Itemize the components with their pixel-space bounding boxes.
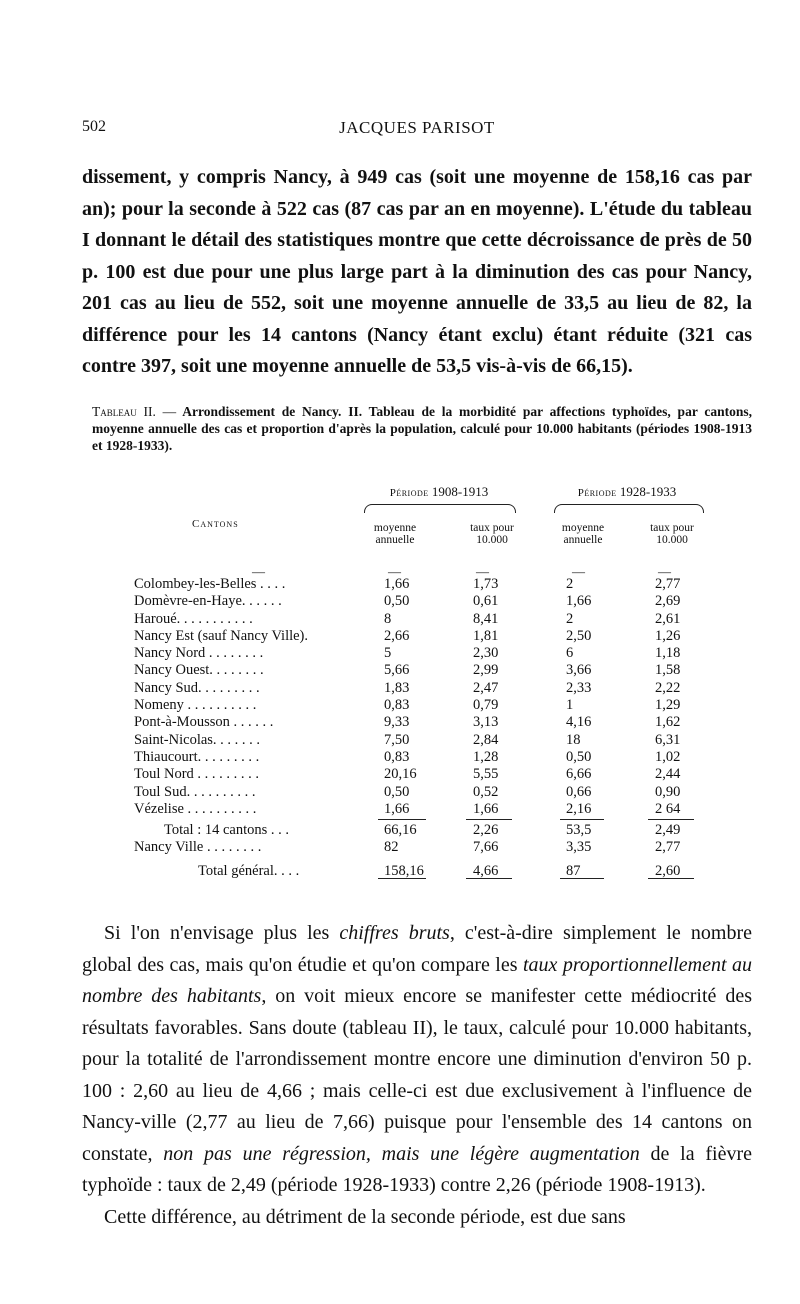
cell: 158,16	[384, 862, 424, 879]
canton-name: Nancy Sud. . . . . . . . .	[134, 679, 260, 696]
period-2-years: 1928-1933	[619, 484, 677, 499]
canton-name: Toul Nord . . . . . . . . .	[134, 766, 260, 783]
table-caption	[92, 403, 752, 454]
cell: 2,22	[655, 679, 681, 696]
table-row	[92, 801, 712, 818]
period-1-header	[354, 484, 524, 500]
cell: 3,66	[566, 662, 592, 679]
cell: 1,29	[655, 697, 681, 714]
cell: 3,35	[566, 839, 592, 856]
cell: 6,66	[566, 766, 592, 783]
canton-name: Haroué. . . . . . . . . . .	[134, 610, 253, 627]
nancy-ville-label: Nancy Ville . . . . . . . .	[134, 839, 262, 856]
canton-name: Colombey-les-Belles . . . .	[134, 576, 286, 592]
dash-cantons: —	[252, 564, 265, 579]
cell: 3,13	[473, 714, 499, 731]
emphasis: taux proportionnellement au nombre des habitants	[82, 953, 752, 1007]
sum-rule	[466, 878, 512, 879]
cell: 2,61	[655, 610, 681, 627]
cell: 0,61	[473, 593, 499, 610]
sum-rule	[378, 819, 426, 820]
table-row	[92, 611, 712, 628]
cell: 2,47	[473, 679, 499, 696]
cell: 20,16	[384, 766, 417, 783]
sum-rule	[466, 819, 512, 820]
analysis-paragraph	[82, 918, 752, 1233]
cell: 18	[566, 731, 581, 748]
sum-rule	[560, 878, 604, 879]
cell: 5,55	[473, 766, 499, 783]
cell: 0,52	[473, 783, 499, 800]
table-row	[92, 784, 712, 801]
cell: 0,79	[473, 697, 499, 714]
cell: 0,66	[566, 783, 592, 800]
emphasis: non pas une régression, mais une légère augmentation	[163, 1142, 640, 1165]
cell: 1,62	[655, 714, 681, 731]
table-row	[92, 714, 712, 731]
cell: 4,66	[473, 862, 499, 879]
table-row	[92, 766, 712, 783]
period-2-brace	[554, 504, 704, 513]
cell: 0,90	[655, 783, 681, 800]
canton-name: Nancy Est (sauf Nancy Ville).	[134, 627, 309, 644]
canton-name: Vézelise . . . . . . . . . .	[134, 800, 257, 817]
cell: 53,5	[566, 822, 592, 839]
cell: 7,66	[473, 839, 499, 856]
emphasis: chiffres bruts	[339, 922, 450, 944]
cell: 2,69	[655, 593, 681, 610]
cell: 2,60	[655, 862, 681, 879]
cell: 1,83	[384, 679, 410, 696]
col-taux-2: taux pour 10.000	[650, 522, 694, 546]
page-number: 502	[82, 118, 106, 135]
cell: 8	[384, 610, 392, 627]
cell: 2,50	[566, 627, 592, 644]
dash-col-2: —	[476, 564, 489, 579]
text-run: Cette différence, au détriment de la seconde période, est due sans	[104, 1205, 626, 1228]
canton-name: Pont-à-Mousson . . . . . .	[134, 714, 274, 731]
intro-paragraph: dissement, y compris Nancy, à 949 cas (soit une moyenne de 158,16 cas par an); pour la seconde à 522 cas (87 cas par an en moyenne). L'étude du tableau I donnant le détail des statistiques montre que cette décroissance de près de 50 p. 100 est due pour une plus large part à la diminution des cas pour Nancy, 201 cas au lieu de 552, soit une moyenne annuelle de 33,5 au lieu de 82, la différence pour les 14 cantons (Nancy étant exclu) étant réduite (321 cas contre 397, soit une moyenne annuelle de 53,5 vis-à-vis de 66,15).	[82, 166, 752, 377]
table-row	[92, 662, 712, 679]
canton-name: Nancy Ouest. . . . . . . .	[134, 662, 264, 679]
cell: 1,26	[655, 627, 681, 644]
cell: 1,02	[655, 748, 681, 765]
cell: 8,41	[473, 610, 499, 627]
dash-col-1: —	[388, 564, 401, 579]
cell: 0,50	[384, 783, 410, 800]
table-row	[92, 732, 712, 749]
period-1-brace	[364, 504, 516, 513]
page-header	[82, 118, 752, 148]
canton-name: Toul Sud. . . . . . . . . .	[134, 783, 256, 800]
cell: 2,49	[655, 822, 681, 839]
cell: 2	[566, 576, 574, 592]
running-head: JACQUES PARISOT	[339, 118, 495, 137]
cell: 5,66	[384, 662, 410, 679]
cell: 2,44	[655, 766, 681, 783]
cell: 66,16	[384, 822, 417, 839]
cell: 2,16	[566, 800, 592, 817]
cell: 1	[566, 697, 574, 714]
caption-lead: Tableau II. —	[92, 404, 177, 419]
cell: 1,18	[655, 645, 681, 662]
table-row	[92, 593, 712, 610]
col-taux-1: taux pour 10.000	[470, 522, 514, 546]
period-2-label: Période	[577, 487, 617, 499]
cell: 2,33	[566, 679, 592, 696]
cell: 1,66	[384, 576, 410, 592]
cell: 82	[384, 839, 399, 856]
text-run: de la fièvre typhoïde : taux de 2,49 (période 1928-1933) contre 2,26 (période 1908-1913).	[82, 1142, 752, 1196]
cell: 7,50	[384, 731, 410, 748]
cell: 6	[566, 645, 574, 662]
cell: 87	[566, 862, 581, 879]
cell: 0,50	[384, 593, 410, 610]
grand-total-label: Total général. . . .	[198, 862, 300, 879]
cell: 9,33	[384, 714, 410, 731]
cell: 2,99	[473, 662, 499, 679]
caption-text: Arrondissement de Nancy. II. Tableau de la morbidité par affections typhoïdes, par cantons, moyenne annuelle des cas et proportion d'après la population, calculé pour 10.000 habitants (périodes 1908-1913 et 1928-1933).	[92, 404, 752, 453]
cell: 1,73	[473, 576, 499, 592]
cell: 5	[384, 645, 392, 662]
col-moyenne-2: moyenne annuelle	[561, 522, 605, 546]
sum-rule	[378, 878, 426, 879]
table-row	[92, 680, 712, 697]
cell: 2,77	[655, 839, 681, 856]
table-row	[92, 697, 712, 714]
col-moyenne-1: moyenne annuelle	[373, 522, 417, 546]
text-run: Si l'on n'envisage plus les	[104, 922, 340, 944]
cell: 2,66	[384, 627, 410, 644]
cell: 2	[566, 610, 574, 627]
table-row	[92, 645, 712, 662]
cell: 1,81	[473, 627, 499, 644]
dash-col-4: —	[658, 564, 671, 579]
period-2-header	[547, 484, 707, 500]
sum-rule	[648, 819, 694, 820]
table-row	[92, 628, 712, 645]
cell: 4,16	[566, 714, 592, 731]
cell: 1,28	[473, 748, 499, 765]
cantons-header: Cantons	[192, 518, 239, 530]
cell: 1,66	[384, 800, 410, 817]
table-row	[92, 749, 712, 766]
canton-name: Saint-Nicolas. . . . . . .	[134, 731, 261, 748]
next-paragraph	[82, 1202, 752, 1234]
cell: 0,83	[384, 748, 410, 765]
cell: 1,66	[566, 593, 592, 610]
nancy-ville-row	[92, 839, 712, 856]
cell: 1,58	[655, 662, 681, 679]
cell: 2 64	[655, 800, 681, 817]
canton-name: Nomeny . . . . . . . . . .	[134, 697, 257, 714]
total-14-label: Total : 14 cantons . . .	[164, 822, 290, 839]
cell: 2,30	[473, 645, 499, 662]
cell: 0,83	[384, 697, 410, 714]
sum-rule	[560, 819, 604, 820]
canton-name: Nancy Nord . . . . . . . .	[134, 645, 264, 662]
canton-name: Domèvre-en-Haye. . . . . .	[134, 593, 282, 610]
dash-col-3: —	[572, 564, 585, 579]
text-run: , on voit mieux encore se manifester cette médiocrité des résultats favorables. Sans doute (tableau II), le taux, calculé pour 10.000 habitants, pour la totalité de l'arrondissement montre encore une diminution d'environ 50 p. 100 : 2,60 au lieu de 4,66 ; mais celle-ci est due exclusivement à l'influence de Nancy-ville (2,77 au lieu de 7,66) puisque pour l'ensemble des 14 cantons on constate,	[82, 985, 752, 1165]
cell: 1,66	[473, 800, 499, 817]
table-row	[92, 576, 712, 593]
total-14-row	[92, 822, 712, 839]
canton-name: Thiaucourt. . . . . . . . .	[134, 748, 260, 765]
cell: 2,26	[473, 822, 499, 839]
cell: 6,31	[655, 731, 681, 748]
table-body	[92, 576, 712, 880]
cell: 2,84	[473, 731, 499, 748]
cell: 2,77	[655, 576, 681, 592]
sum-rule	[648, 878, 694, 879]
period-1-label: Période	[389, 487, 429, 499]
morbidity-table	[92, 484, 712, 904]
text-run: , c'est-à-dire simplement le nombre global des cas, mais qu'on étudie et qu'on compare les	[82, 922, 752, 976]
period-1-years: 1908-1913	[431, 484, 489, 499]
cell: 0,50	[566, 748, 592, 765]
